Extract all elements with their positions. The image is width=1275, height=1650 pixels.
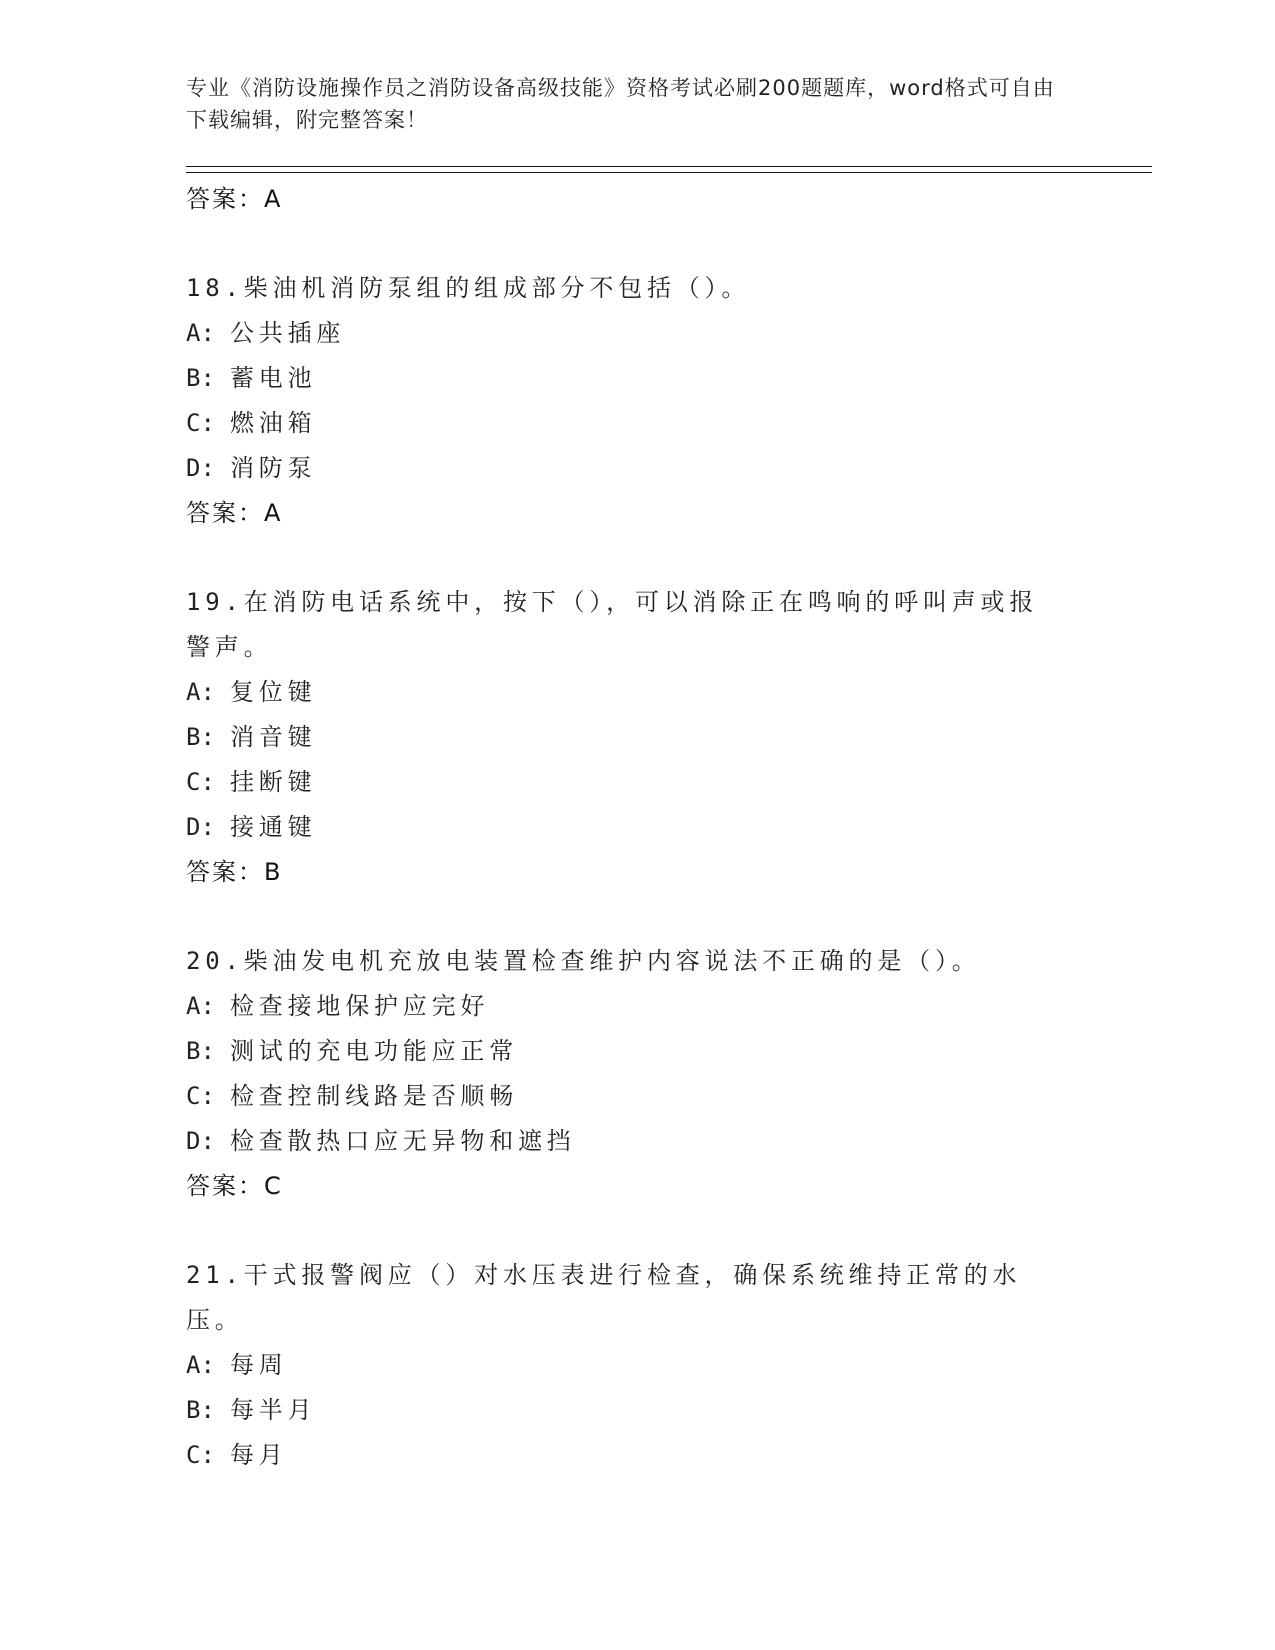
header-divider	[186, 166, 1152, 173]
document-page	[186, 72, 1146, 1478]
option-text: 检查接地保护应完好	[230, 992, 490, 1020]
option-letter: C:	[186, 409, 215, 437]
answer-line	[186, 177, 1146, 222]
option-c	[186, 1074, 1146, 1119]
document-header: 专业《消防设施操作员之消防设备高级技能》资格考试必刷200题题库，word格式可自由下载编辑，附完整答案！	[186, 76, 1055, 132]
option-letter: B:	[186, 1037, 215, 1065]
option-text: 检查散热口应无异物和遮挡	[230, 1127, 576, 1155]
option-b	[186, 1029, 1146, 1074]
option-letter: A:	[186, 992, 215, 1020]
question-text	[186, 266, 1066, 311]
option-a	[186, 1343, 1146, 1388]
option-d	[186, 1119, 1146, 1164]
option-d	[186, 446, 1146, 491]
question-stem: 在消防电话系统中，按下（），可以消除正在鸣响的呼叫声或报警声。	[186, 588, 1039, 661]
answer-line	[186, 850, 1146, 895]
option-text: 公共插座	[230, 319, 346, 347]
option-b	[186, 1388, 1146, 1433]
option-letter: D:	[186, 1127, 215, 1155]
option-letter: C:	[186, 1082, 215, 1110]
option-text: 每半月	[230, 1396, 317, 1424]
option-letter: C:	[186, 768, 215, 796]
answer-line	[186, 1164, 1146, 1209]
option-text: 蓄电池	[230, 364, 317, 392]
question-text	[186, 939, 1066, 984]
option-text: 挂断键	[230, 768, 317, 796]
option-c	[186, 401, 1146, 446]
question-number: 19.	[186, 588, 244, 616]
answer-value: B	[264, 858, 283, 886]
option-d	[186, 805, 1146, 850]
option-text: 燃油箱	[230, 409, 317, 437]
question-block	[186, 1253, 1146, 1478]
answer-label: 答案：	[186, 858, 264, 886]
question-text	[186, 580, 1066, 670]
answer-label: 答案：	[186, 185, 264, 213]
answer-value: A	[264, 185, 283, 213]
option-a	[186, 984, 1146, 1029]
question-stem: 柴油机消防泵组的组成部分不包括（）。	[243, 274, 751, 302]
option-c	[186, 1433, 1146, 1478]
question-number: 18.	[186, 274, 244, 302]
option-text: 接通键	[230, 813, 317, 841]
option-letter: A:	[186, 1351, 215, 1379]
option-b	[186, 356, 1146, 401]
question-stem: 柴油发电机充放电装置检查维护内容说法不正确的是（）。	[243, 947, 981, 975]
question-number: 20.	[186, 947, 244, 975]
question-block	[186, 580, 1146, 895]
answer-label: 答案：	[186, 1172, 264, 1200]
option-text: 检查控制线路是否顺畅	[230, 1082, 518, 1110]
option-c	[186, 760, 1146, 805]
option-letter: A:	[186, 319, 215, 347]
answer-value: A	[264, 499, 283, 527]
option-text: 复位键	[230, 678, 317, 706]
option-a	[186, 311, 1146, 356]
question-number: 21.	[186, 1261, 244, 1289]
option-text: 每周	[230, 1351, 288, 1379]
option-letter: B:	[186, 1396, 215, 1424]
option-a	[186, 670, 1146, 715]
option-letter: D:	[186, 813, 215, 841]
option-text: 测试的充电功能应正常	[230, 1037, 518, 1065]
question-stem: 干式报警阀应（）对水压表进行检查，确保系统维持正常的水压。	[186, 1261, 1022, 1334]
question-text	[186, 1253, 1066, 1343]
option-letter: C:	[186, 1441, 215, 1469]
option-text: 每月	[230, 1441, 288, 1469]
option-letter: D:	[186, 454, 215, 482]
option-b	[186, 715, 1146, 760]
question-block	[186, 266, 1146, 536]
option-text: 消防泵	[230, 454, 317, 482]
option-letter: A:	[186, 678, 215, 706]
question-block	[186, 939, 1146, 1209]
answer-label: 答案：	[186, 499, 264, 527]
answer-line	[186, 491, 1146, 536]
option-letter: B:	[186, 364, 215, 392]
option-letter: B:	[186, 723, 215, 751]
option-text: 消音键	[230, 723, 317, 751]
answer-value: C	[264, 1172, 283, 1200]
